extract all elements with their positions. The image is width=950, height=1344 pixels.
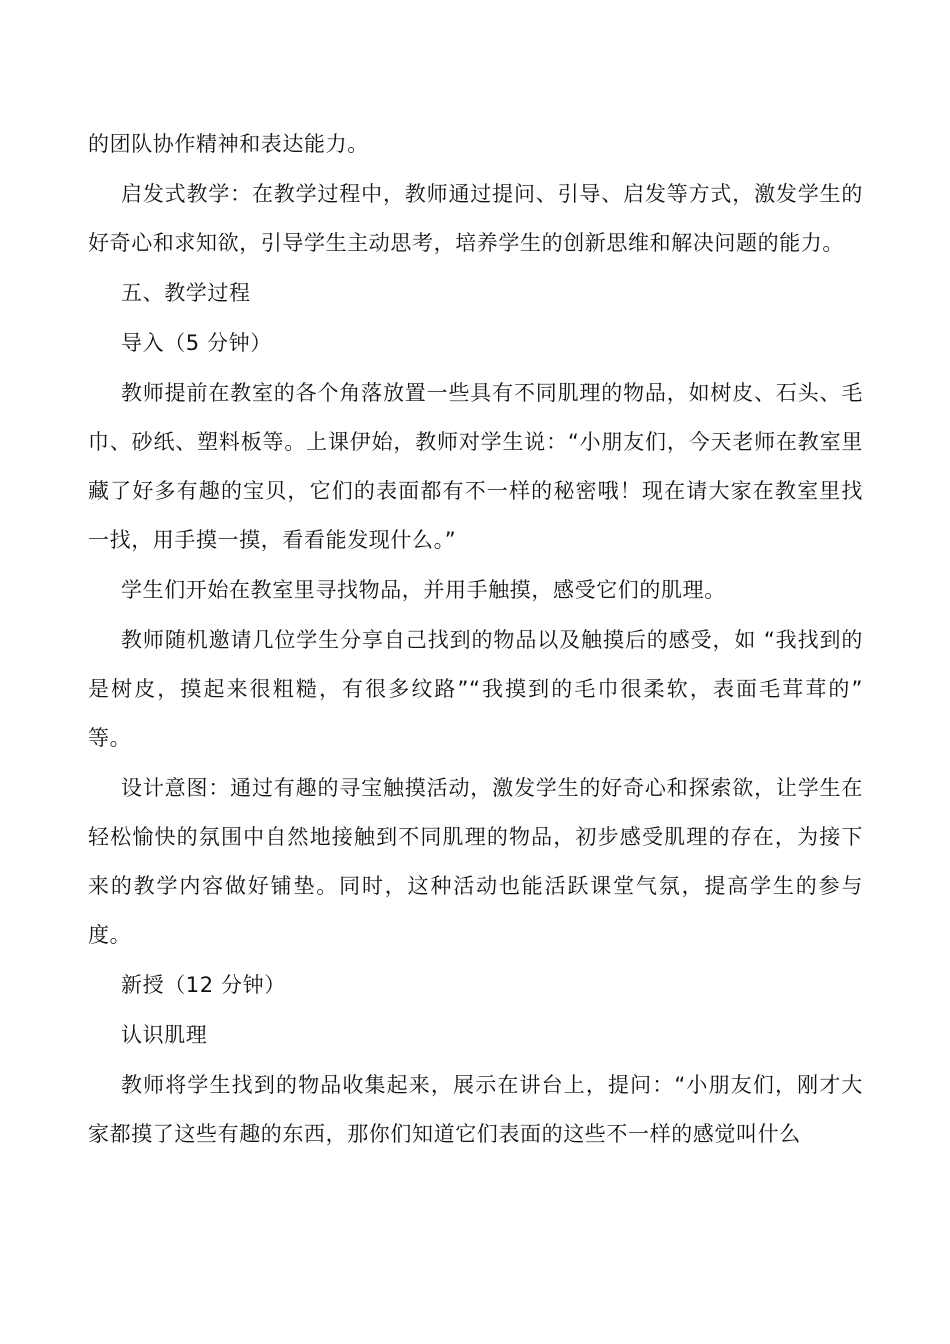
section-heading-teaching-process: 五、教学过程: [121, 281, 251, 305]
subheading-introduction: 导入（5 分钟）: [121, 331, 272, 355]
document-body: [88, 120, 863, 1160]
subheading-know-texture: 认识肌理: [121, 1023, 208, 1047]
paragraph-design-intent: 设计意图：通过有趣的寻宝触摸活动，激发学生的好奇心和探索欲，让学生在轻松愉快的氛围中自然地接触到不同肌理的物品，初步感受肌理的存在，为接下来的教学内容做好铺垫。同时，这种活动也能活跃课堂气氛，提高学生的参与度。: [88, 776, 863, 947]
paragraph-heuristic-teaching: 启发式教学：在教学过程中，教师通过提问、引导、启发等方式，激发学生的好奇心和求知欲，引导学生主动思考，培养学生的创新思维和解决问题的能力。: [88, 182, 863, 255]
paragraph-teacher-question: 教师将学生找到的物品收集起来，展示在讲台上，提问：“小朋友们，刚才大家都摸了这些有趣的东西，那你们知道它们表面的这些不一样的感觉叫什么: [88, 1073, 863, 1146]
paragraph-students-share: 教师随机邀请几位学生分享自己找到的物品以及触摸后的感受，如 “我找到的是树皮，摸起来很粗糙，有很多纹路”“我摸到的毛巾很柔软，表面毛茸茸的” 等。: [88, 628, 863, 750]
paragraph-continuation: 的团队协作精神和表达能力。: [88, 132, 369, 156]
subheading-new-lesson: 新授（12 分钟）: [121, 973, 286, 997]
paragraph-students-search: 学生们开始在教室里寻找物品，并用手触摸，感受它们的肌理。: [121, 578, 726, 602]
paragraph-introduction-activity: 教师提前在教室的各个角落放置一些具有不同肌理的物品，如树皮、石头、毛巾、砂纸、塑料板等。上课伊始，教师对学生说：“小朋友们，今天老师在教室里藏了好多有趣的宝贝，它们的表面都有不一样的秘密哦！现在请大家在教室里找一找，用手摸一摸，看看能发现什么。”: [88, 381, 863, 552]
